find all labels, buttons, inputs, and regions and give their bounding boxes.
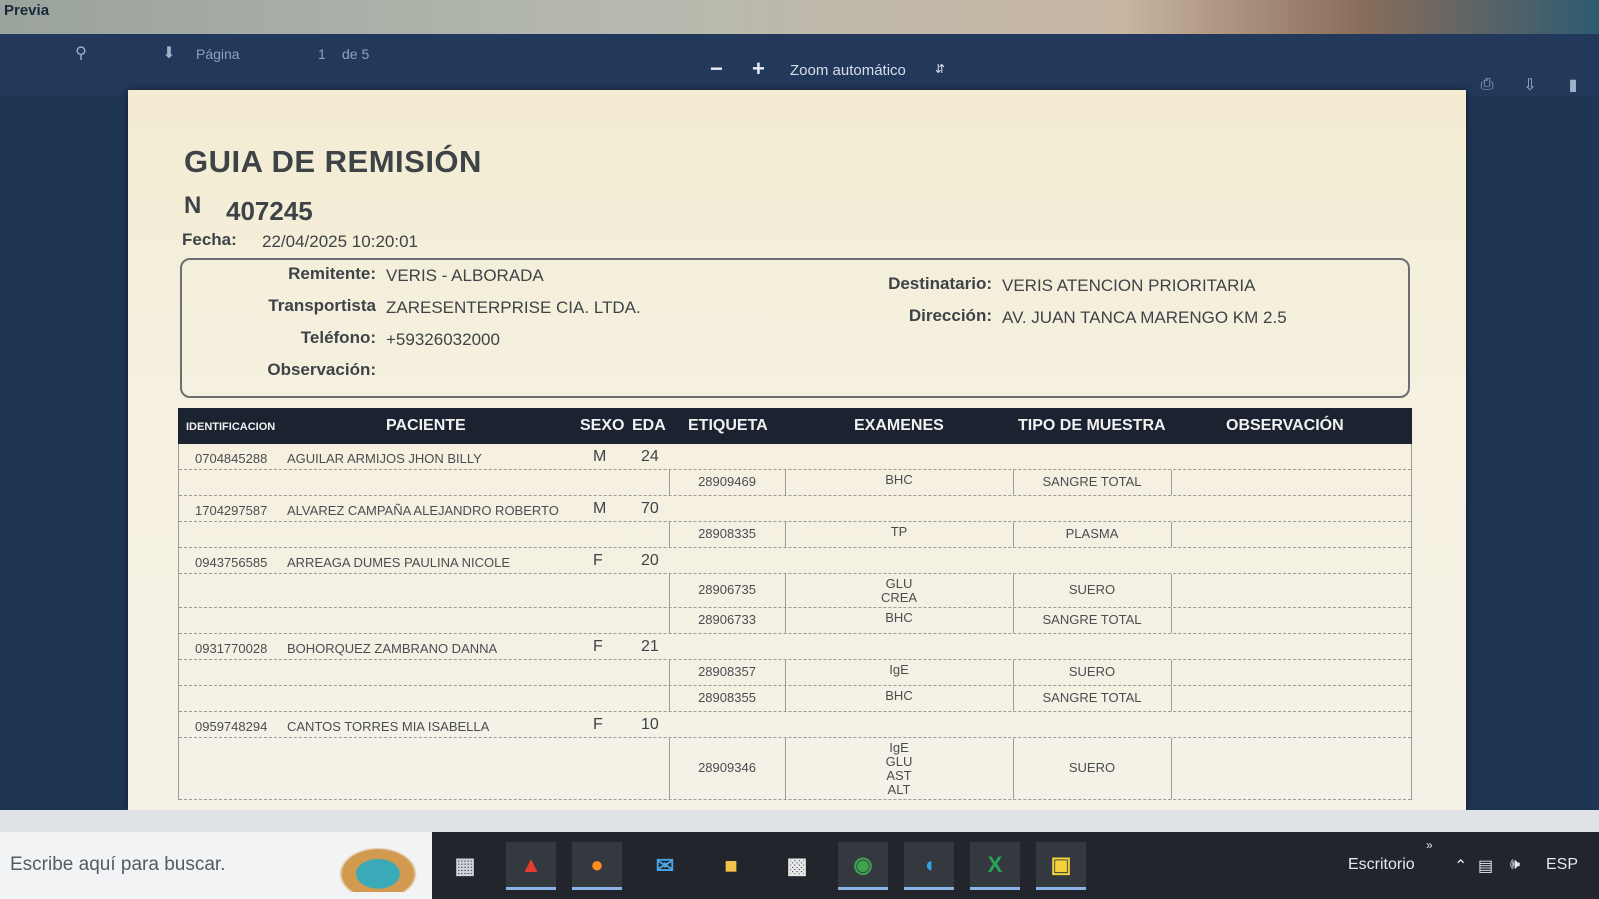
- patient-age: 70: [641, 500, 659, 517]
- page-label: Página: [196, 46, 240, 62]
- table-header: [178, 408, 1412, 444]
- exam-label: 28909469: [698, 474, 756, 489]
- exam-name: TP: [890, 524, 908, 539]
- exam-row: [179, 686, 1411, 712]
- print-icon[interactable]: ⎙: [1480, 76, 1494, 93]
- observation-label: Observación:: [267, 360, 376, 379]
- mail-icon[interactable]: ✉: [655, 853, 675, 878]
- patient-sex: F: [593, 638, 603, 655]
- double-chevron-icon[interactable]: »: [1426, 838, 1433, 852]
- exam-cell-ob: [1171, 574, 1412, 607]
- patient-name: CANTOS TORRES MIA ISABELLA: [287, 719, 490, 734]
- exam-cell-ob: [1171, 686, 1412, 711]
- patient-id: 0959748294: [195, 719, 268, 734]
- header-etiqueta: ETIQUETA: [688, 417, 768, 434]
- patient-sex: M: [593, 448, 607, 465]
- shipment-info-box: [180, 258, 1410, 398]
- address-label: Dirección:: [908, 306, 992, 325]
- desktop-toolbar-label[interactable]: Escritorio: [1348, 856, 1415, 873]
- exam-name: IgE: [889, 662, 909, 677]
- window-title: Previa: [4, 2, 50, 19]
- phone-label: Teléfono:: [300, 328, 376, 347]
- patient-age: 10: [641, 716, 659, 733]
- date-label: Fecha:: [182, 230, 237, 249]
- exam-row: [179, 660, 1411, 686]
- search-placeholder: Escribe aquí para buscar.: [10, 854, 226, 875]
- exam-name: GLU CREA: [880, 576, 918, 605]
- exam-name: BHC: [885, 472, 913, 487]
- patient-id: 0931770028: [195, 641, 268, 656]
- patient-name: ALVAREZ CAMPAÑA ALEJANDRO ROBERTO: [287, 503, 559, 518]
- patient-age: 21: [641, 638, 659, 655]
- previous-page-icon[interactable]: ⬇: [162, 45, 176, 62]
- exam-cell-ob: [1171, 660, 1412, 685]
- search-decoration-image: [328, 840, 428, 892]
- sample-type: SANGRE TOTAL: [1042, 690, 1142, 705]
- patient-id: 0704845288: [195, 451, 268, 466]
- network-icon[interactable]: ▤: [1478, 858, 1494, 875]
- store-icon[interactable]: ▩: [786, 853, 808, 878]
- acrobat-reader-icon[interactable]: ▲: [506, 842, 556, 890]
- chevron-updown-icon[interactable]: ⇵: [935, 62, 946, 76]
- patient-age: 24: [641, 448, 659, 465]
- exam-name: BHC: [885, 688, 913, 703]
- document-number: 407245: [226, 196, 313, 226]
- exam-row: [179, 608, 1411, 634]
- recipient-value: VERIS ATENCION PRIORITARIA: [1002, 276, 1256, 295]
- patient-sex: F: [593, 716, 603, 733]
- header-identificacion: IDENTIFICACION: [186, 421, 276, 433]
- sender-value: VERIS - ALBORADA: [386, 266, 544, 285]
- patient-row: [179, 634, 1411, 660]
- patient-row: [179, 444, 1411, 470]
- task-view-icon[interactable]: ▦: [454, 853, 476, 878]
- exam-row: [179, 470, 1411, 496]
- exam-cell-ob: [1171, 608, 1412, 633]
- document-title: GUIA DE REMISIÓN: [184, 144, 482, 179]
- patient-sex: F: [593, 552, 603, 569]
- sample-type: SUERO: [1068, 582, 1116, 597]
- exam-label: 28908335: [698, 526, 756, 541]
- edge-icon[interactable]: ◖: [904, 842, 954, 890]
- window-title-bar: [0, 0, 1599, 34]
- sample-type: SANGRE TOTAL: [1042, 612, 1142, 627]
- table-body: [178, 444, 1412, 800]
- sample-type: SUERO: [1068, 760, 1116, 775]
- header-tipo-muestra: TIPO DE MUESTRA: [1018, 417, 1166, 434]
- firefox-icon[interactable]: ●: [572, 842, 622, 890]
- patient-sex: M: [593, 500, 607, 517]
- sample-type: SUERO: [1068, 664, 1116, 679]
- header-observacion: OBSERVACIÓN: [1226, 417, 1344, 434]
- exam-row: [179, 574, 1411, 608]
- page-count: de 5: [342, 46, 370, 62]
- zoom-in-button[interactable]: +: [752, 56, 765, 81]
- phone-value: +59326032000: [386, 330, 500, 349]
- patient-name: ARREAGA DUMES PAULINA NICOLE: [287, 555, 510, 570]
- page-number-input[interactable]: 1: [318, 46, 326, 62]
- exam-label: 28906733: [698, 612, 756, 627]
- zoom-out-button[interactable]: −: [710, 56, 723, 81]
- sample-type: SANGRE TOTAL: [1042, 474, 1142, 489]
- excel-icon[interactable]: X: [970, 842, 1020, 890]
- header-paciente: PACIENTE: [386, 417, 466, 434]
- sticky-notes-icon[interactable]: ▣: [1036, 842, 1086, 890]
- header-edad: EDA: [632, 417, 666, 434]
- chevron-up-icon[interactable]: ⌃: [1454, 858, 1468, 875]
- pdf-toolbar: [0, 34, 1599, 96]
- sample-type: PLASMA: [1065, 526, 1119, 541]
- exam-name: IgE GLU AST ALT: [885, 740, 913, 797]
- download-icon[interactable]: ⇩: [1523, 77, 1537, 94]
- file-explorer-icon[interactable]: ■: [724, 853, 738, 878]
- header-sexo: SEXO: [580, 417, 625, 434]
- exam-cell-ob: [1171, 738, 1412, 799]
- exam-row: [179, 738, 1411, 800]
- taskbar: [0, 832, 1599, 899]
- patient-row: [179, 548, 1411, 574]
- exam-cell-ob: [1171, 470, 1412, 495]
- exam-label: 28908355: [698, 690, 756, 705]
- patient-row: [179, 496, 1411, 522]
- sender-label: Remitente:: [288, 264, 376, 283]
- zoom-select[interactable]: Zoom automático: [790, 62, 906, 79]
- exam-label: 28908357: [698, 664, 756, 679]
- patient-id: 1704297587: [195, 503, 268, 518]
- volume-icon[interactable]: 🕪: [1510, 856, 1521, 873]
- exam-label: 28909346: [698, 760, 756, 775]
- recipient-label: Destinatario:: [888, 274, 992, 293]
- taskbar-search[interactable]: [0, 832, 432, 899]
- samples-table: [178, 408, 1412, 800]
- patient-name: AGUILAR ARMIJOS JHON BILLY: [287, 451, 482, 466]
- document-number-label: N: [184, 192, 202, 219]
- document-page: [128, 90, 1466, 810]
- patient-row: [179, 712, 1411, 738]
- carrier-label: Transportista: [268, 296, 376, 315]
- page-bottom-strip: [0, 810, 1599, 832]
- patient-id: 0943756585: [195, 555, 268, 570]
- exam-cell-ob: [1171, 522, 1412, 547]
- date-value: 22/04/2025 10:20:01: [262, 232, 418, 251]
- search-icon[interactable]: ⚲: [75, 45, 87, 62]
- header-examenes: EXAMENES: [854, 417, 944, 434]
- exam-label: 28906735: [698, 582, 756, 597]
- exam-name: BHC: [885, 610, 913, 625]
- carrier-value: ZARESENTERPRISE CIA. LTDA.: [386, 298, 641, 317]
- chrome-icon[interactable]: ◉: [838, 842, 888, 890]
- language-indicator[interactable]: ESP: [1546, 856, 1579, 873]
- address-value: AV. JUAN TANCA MARENGO KM 2.5: [1002, 308, 1287, 327]
- bookmark-icon[interactable]: ▮: [1568, 77, 1578, 94]
- exam-row: [179, 522, 1411, 548]
- patient-age: 20: [641, 552, 659, 569]
- patient-name: BOHORQUEZ ZAMBRANO DANNA: [287, 641, 498, 656]
